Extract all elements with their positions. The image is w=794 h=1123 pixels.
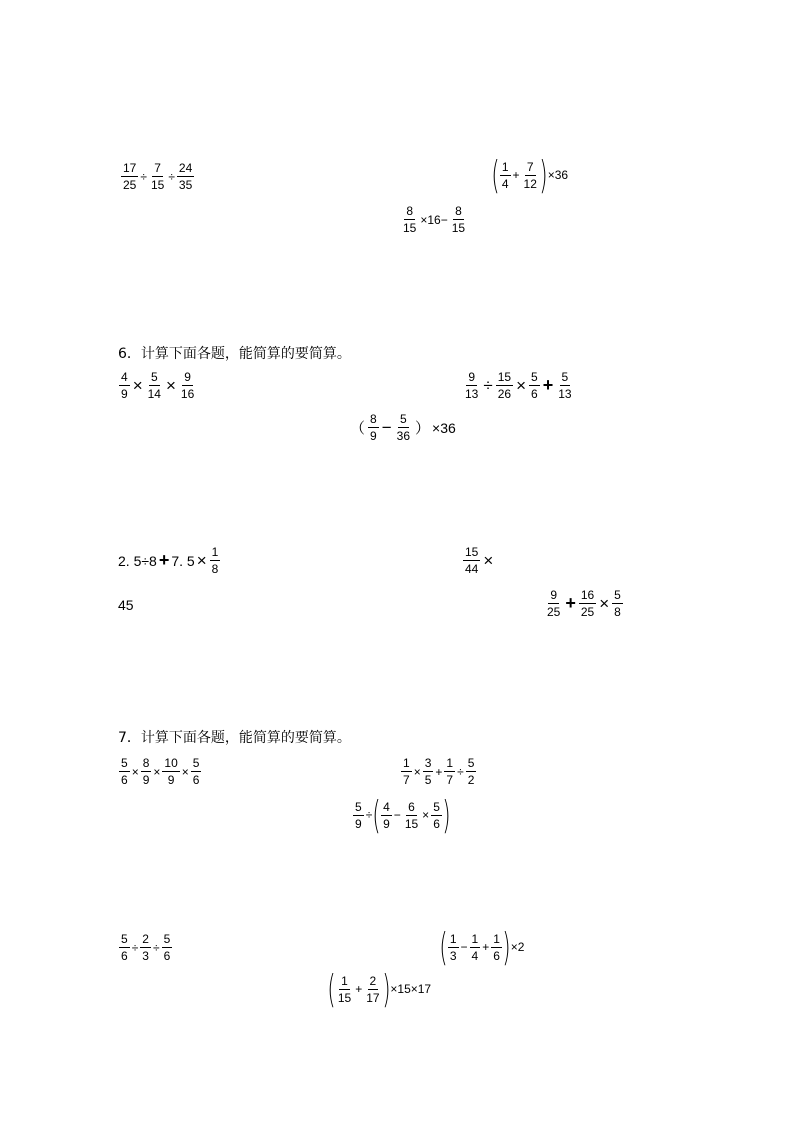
operator: ×: [483, 550, 494, 570]
expression-5-2: [491, 153, 569, 197]
operator: ÷: [168, 169, 175, 184]
fraction: $\frac{5}{6}$: [121, 756, 128, 787]
fraction: $\frac{8}{15}$: [403, 204, 417, 235]
fraction: $\frac{8}{9}$: [142, 756, 150, 787]
operator-tail: ×15×17: [390, 982, 432, 996]
fraction: $\frac{10}{9}$: [164, 756, 178, 787]
operator: ×16−: [420, 212, 448, 227]
operator-tail: ×2: [510, 940, 525, 954]
expression-7-2: [400, 757, 477, 786]
fraction: $\frac{7}{15}$: [150, 161, 165, 192]
fraction: $\frac{1}{7}$: [403, 756, 410, 787]
operator: ×: [599, 593, 610, 613]
operator: −: [393, 808, 401, 822]
right-paren: ): [539, 153, 548, 197]
fraction: $\frac{5}{6}$: [433, 799, 440, 831]
right-paren: ）: [415, 420, 431, 437]
expression-7-1: [118, 757, 202, 786]
fraction: $\frac{16}{25}$: [580, 588, 595, 619]
fraction: $\frac{1}{15}$: [337, 973, 352, 1005]
operator: +: [512, 168, 520, 182]
fraction: $\frac{24}{35}$: [178, 161, 193, 192]
operator: +: [435, 764, 443, 779]
section-6-heading: 6．计算下面各题，能简算的要简算。: [118, 346, 351, 362]
expression-7-6: [327, 967, 432, 1011]
expression-6-5-continued: 45: [118, 597, 134, 613]
expression-6-5: [462, 546, 495, 575]
fraction: $\frac{5}{6}$: [163, 932, 171, 963]
expression-text: 7. 5: [171, 552, 195, 569]
right-paren: ): [442, 793, 451, 837]
fraction: $\frac{4}{9}$: [121, 370, 128, 401]
fraction: $\frac{3}{5}$: [424, 756, 432, 787]
operator: +: [158, 550, 170, 570]
expression-7-3: [352, 793, 451, 837]
expression-text: 2. 5÷8: [118, 552, 157, 569]
operator: +: [355, 982, 363, 996]
operator: ×: [413, 764, 421, 779]
fraction: $\frac{5}{6}$: [192, 756, 200, 787]
fraction: $\frac{6}{15}$: [404, 799, 419, 831]
fraction: $\frac{2}{17}$: [366, 973, 380, 1005]
operator: ×: [165, 375, 176, 395]
fraction: $\frac{8}{15}$: [451, 204, 466, 235]
fraction: $\frac{15}{26}$: [497, 370, 512, 401]
expression-6-1: [118, 371, 197, 400]
fraction: $\frac{5}{8}$: [614, 588, 621, 619]
operator: +: [542, 375, 554, 395]
fraction: $\frac{1}{4}$: [471, 931, 479, 963]
operator-tail: ×36: [547, 168, 569, 182]
operator: −: [460, 940, 468, 954]
operator: ÷: [131, 940, 139, 955]
fraction: $\frac{4}{9}$: [383, 799, 390, 831]
fraction: $\frac{5}{13}$: [558, 370, 572, 401]
left-paren: (: [439, 925, 448, 969]
operator: ×: [196, 550, 207, 570]
fraction: $\frac{15}{44}$: [465, 545, 479, 576]
left-paren: (: [372, 793, 381, 837]
left-paren: (: [327, 967, 336, 1011]
operator: ×: [422, 808, 430, 822]
operator: +: [482, 940, 490, 954]
expression-6-3: [348, 413, 456, 442]
expression-6-6: [544, 589, 624, 618]
operator: ×: [132, 375, 143, 395]
left-paren: (: [491, 153, 500, 197]
fraction: $\frac{1}{3}$: [449, 931, 457, 963]
fraction: $\frac{5}{36}$: [396, 412, 410, 443]
right-paren: ): [502, 925, 511, 969]
expression-6-2: [462, 371, 575, 400]
fraction: $\frac{5}{6}$: [121, 932, 128, 963]
expression-6-4: [118, 546, 221, 575]
fraction: $\frac{8}{9}$: [370, 412, 377, 443]
left-paren: （: [350, 420, 366, 437]
fraction: $\frac{7}{12}$: [523, 159, 537, 191]
fraction: $\frac{17}{25}$: [123, 161, 137, 192]
fraction: $\frac{9}{13}$: [465, 370, 479, 401]
operator: ×: [516, 375, 526, 395]
fraction: $\frac{5}{2}$: [467, 756, 475, 787]
fraction: $\frac{1}{4}$: [501, 159, 509, 191]
operator: ÷: [365, 808, 373, 822]
fraction: $\frac{5}{9}$: [355, 799, 362, 831]
operator: −: [381, 417, 392, 437]
expression-5-1: [120, 162, 195, 191]
operator-tail: ×36: [432, 419, 456, 436]
fraction: $\frac{9}{16}$: [180, 370, 195, 401]
operator: ×: [153, 764, 161, 779]
fraction: $\frac{1}{6}$: [493, 931, 500, 963]
expression-5-3: [400, 205, 468, 234]
fraction: $\frac{2}{3}$: [142, 932, 149, 963]
operator: ÷: [140, 169, 147, 184]
section-7-heading: 7．计算下面各题，能简算的要简算。: [118, 730, 351, 746]
fraction: $\frac{5}{14}$: [147, 370, 161, 401]
operator: ×: [131, 764, 139, 779]
right-paren: ): [381, 967, 391, 1011]
operator: ÷: [483, 375, 493, 395]
expression-7-5: [439, 925, 525, 969]
fraction: $\frac{1}{7}$: [446, 756, 454, 787]
operator: +: [565, 593, 576, 613]
fraction: $\frac{9}{25}$: [547, 588, 561, 619]
fraction: $\frac{5}{6}$: [531, 370, 538, 401]
operator: ÷: [152, 940, 160, 955]
operator: ×: [181, 764, 189, 779]
fraction: $\frac{1}{8}$: [211, 545, 219, 576]
operator: ÷: [457, 764, 464, 779]
expression-7-4: [118, 933, 173, 962]
